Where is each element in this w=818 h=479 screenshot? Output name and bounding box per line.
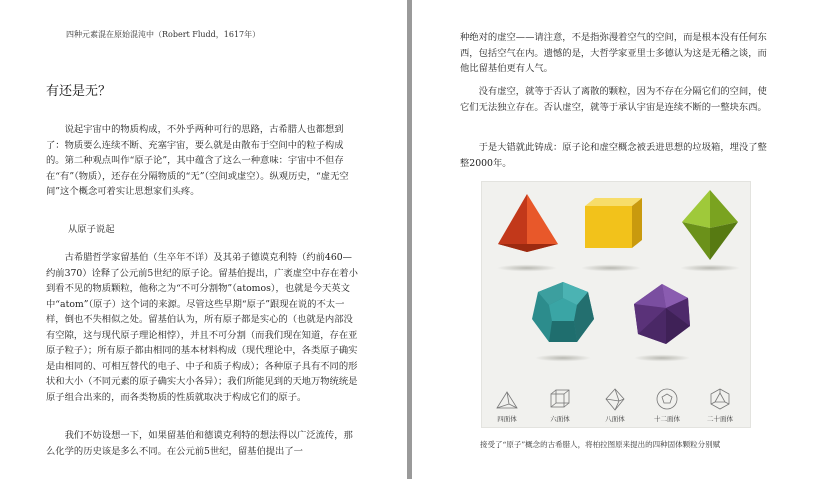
right-paragraph-1: 种绝对的虚空——请注意，不是指弥漫着空气的空间，而是根本没有任何东西，包括空气在内。遗憾的是，大哲学家亚里士多德认为这是无稽之谈，而他比留基伯更有人气。 bbox=[460, 32, 767, 74]
solids-illustration bbox=[482, 182, 750, 427]
tetrahedron-icon bbox=[498, 194, 558, 252]
label-octahedron: 八面体 bbox=[605, 415, 625, 423]
right-paragraph-3: 于是大错就此铸成：原子论和虚空概念被丢进思想的垃圾箱，埋没了整整2000年。 bbox=[460, 142, 767, 169]
label-tetrahedron: 四面体 bbox=[497, 415, 517, 423]
dodecahedron-icon bbox=[532, 282, 594, 342]
dodecahedron-line-icon bbox=[657, 389, 677, 409]
right-paragraph-2: 没有虚空，就等于否认了离散的颗粒，因为不存在分隔它们的空间，使它们无法独立存在。否认虚空，就等于承认宇宙是连续不断的一整块东西。 bbox=[460, 86, 767, 113]
icosahedron-line-icon bbox=[711, 389, 729, 409]
platonic-solids-figure bbox=[481, 181, 751, 428]
icosahedron-icon bbox=[634, 284, 690, 344]
paragraph-2: 古希腊哲学家留基伯（生卒年不详）及其弟子德谟克利特（约前460—约前370）诠释了公元前5世纪的原子论。留基伯提出，广袤虚空中存在着小到看不见的物质颗粒，他称之为“不可分割物”（atomos），也就是今天英文中“atom”（原子）这个词的来源。尽管这些早期“原子”跟现在说的不太一样，倒也不失相似之处。留基伯认为，所有原子都是实心的（也就是内部没有空隙，这与现代原子理论相悖），并且不可分割（而我们现在知道，存在亚原子粒子）；所有原子都由相同的基本材料构成（现代理论中，各类原子确实是由相同的、可相互替代的电子、中子和质子构成）；各种原子具有不同的形状和大小（不同元素的原子确实大小各异）；我们所能见到的天地万物统统是原子组合出来的，而各类物质的性质就取决于构成它们的原子。 bbox=[46, 252, 358, 403]
figure-caption: 四种元素混在原始混沌中（Robert Fludd，1617年） bbox=[66, 30, 261, 39]
cube-line-icon bbox=[551, 390, 569, 407]
cube-icon bbox=[585, 198, 642, 248]
tetrahedron-line-icon bbox=[497, 392, 517, 408]
section-heading: 有还是无？ bbox=[46, 84, 112, 99]
octahedron-icon bbox=[682, 190, 738, 260]
left-page bbox=[0, 0, 407, 479]
paragraph-3: 我们不妨设想一下，如果留基伯和德谟克利特的想法得以广泛流传，那么化学的历史该是多么不同。在公元前5世纪，留基伯提出了一 bbox=[46, 430, 353, 457]
subheading: 从原子说起 bbox=[68, 224, 115, 235]
figure-caption-bottom: 接受了“原子”概念的古希腊人，将柏拉图原来提出的四种固体颗粒分别赋 bbox=[480, 440, 721, 449]
label-dodecahedron: 十二面体 bbox=[654, 415, 680, 423]
label-cube: 六面体 bbox=[550, 415, 570, 423]
label-icosahedron: 二十面体 bbox=[707, 415, 733, 423]
octahedron-line-icon bbox=[606, 389, 624, 410]
paragraph-1: 说起宇宙中的物质构成，不外乎两种可行的思路，古希腊人也都想到了：物质要么连续不断、充塞宇宙，要么就是由散布于空间中的粒子构成的。第二种观点叫作“原子论”，其中蕴含了这么一种意味：宇宙中不但存在“有”（物质），还存在分隔物质的“无”（空间或虚空）。纵观历史，“虚无空间”这个概念可着实让思想家们头疼。 bbox=[46, 124, 349, 197]
